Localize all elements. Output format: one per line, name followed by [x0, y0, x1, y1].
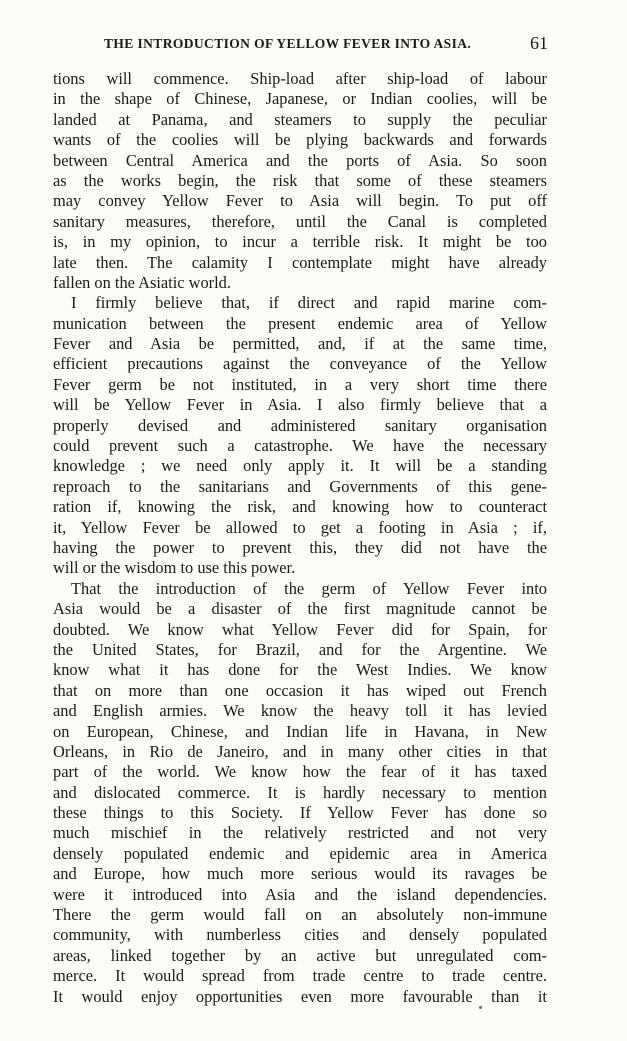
- text-line: in the shape of Chinese, Japanese, or Indian coolies, will be: [53, 89, 547, 109]
- text-line: merce. It would spread from trade centre to trade centre.: [53, 966, 547, 986]
- page-header: [58, 33, 548, 56]
- text-line: late then. The calamity I contemplate might have already: [53, 252, 547, 272]
- text-line: these things to this Society. If Yellow Fever has done so: [53, 803, 547, 823]
- paragraph-1: [53, 69, 547, 293]
- text-line: munication between the present endemic area of Yellow: [53, 313, 547, 333]
- text-line: and Europe, how much more serious would its ravages be: [53, 864, 547, 884]
- text-line: landed at Panama, and steamers to supply the peculiar: [53, 109, 547, 129]
- text-line: tions will commence. Ship-load after ship-load of labour: [53, 69, 547, 88]
- text-line: properly devised and administered sanitary organisation: [53, 415, 547, 435]
- text-line: is, in my opinion, to incur a terrible risk. It might be too: [53, 232, 547, 252]
- paragraph-3: [53, 579, 547, 1007]
- text-line: will or the wisdom to use this power.: [53, 558, 296, 578]
- text-line: doubted. We know what Yellow Fever did for Spain, for: [53, 619, 547, 639]
- text-line: part of the world. We know how the fear of it has taxed: [53, 762, 547, 782]
- text-line: were it introduced into Asia and the island dependencies.: [53, 884, 547, 904]
- running-title: THE INTRODUCTION OF YELLOW FEVER INTO ASIA.: [104, 36, 472, 51]
- text-line: That the introduction of the germ of Yellow Fever into: [71, 578, 547, 598]
- text-line: between Central America and the ports of Asia. So soon: [53, 150, 547, 170]
- text-line: will be Yellow Fever in Asia. I also firmly believe that a: [53, 395, 547, 415]
- text-line: and dislocated commerce. It is hardly necessary to mention: [53, 782, 547, 802]
- text-line: may convey Yellow Fever to Asia will begin. To put off: [53, 191, 547, 211]
- text-line: on European, Chinese, and Indian life in Havana, in New: [53, 721, 547, 741]
- body-text: [53, 69, 547, 1007]
- text-line: densely populated endemic and epidemic area in America: [53, 843, 547, 863]
- text-line: know what it has done for the West Indies. We know: [53, 660, 547, 680]
- text-line: that on more than one occasion it has wiped out French: [53, 680, 547, 700]
- text-line: the United States, for Brazil, and for the Argentine. We: [53, 639, 547, 659]
- text-line: Asia would be a disaster of the first magnitude cannot be: [53, 599, 547, 619]
- text-line: It would enjoy opportunities even more favourable than it: [53, 986, 547, 1006]
- text-line: much mischief in the relatively restricted and not very: [53, 823, 547, 843]
- text-line: ration if, knowing the risk, and knowing how to counteract: [53, 497, 547, 517]
- text-line: it, Yellow Fever be allowed to get a footing in Asia ; if,: [53, 517, 547, 537]
- text-line: sanitary measures, therefore, until the Canal is completed: [53, 211, 547, 231]
- text-line: Fever and Asia be permitted, and, if at the same time,: [53, 334, 547, 354]
- text-line: having the power to prevent this, they did not have the: [53, 537, 547, 557]
- text-line: and English armies. We know the heavy toll it has levied: [53, 701, 547, 721]
- text-line: community, with numberless cities and densely populated: [53, 925, 547, 945]
- text-line: reproach to the sanitarians and Governments of this gene-: [53, 476, 547, 496]
- text-line: fallen on the Asiatic world.: [53, 272, 231, 292]
- text-line: Fever germ be not instituted, in a very short time there: [53, 374, 547, 394]
- text-line: efficient precautions against the conveyance of the Yellow: [53, 354, 547, 374]
- text-line: could prevent such a catastrophe. We have the necessary: [53, 436, 547, 456]
- page-number: 61: [530, 33, 548, 53]
- text-line: areas, linked together by an active but unregulated com-: [53, 945, 547, 965]
- text-line: knowledge ; we need only apply it. It will be a standing: [53, 456, 547, 476]
- text-line: as the works begin, the risk that some of these steamers: [53, 170, 547, 190]
- text-line: wants of the coolies will be plying backwards and forwards: [53, 130, 547, 150]
- text-line: Orleans, in Rio de Janeiro, and in many other cities in that: [53, 741, 547, 761]
- paragraph-2: [53, 293, 547, 578]
- text-line: There the germ would fall on an absolutely non-immune: [53, 905, 547, 925]
- print-speck: [479, 1006, 482, 1009]
- text-line: I firmly believe that, if direct and rapid marine com-: [71, 293, 547, 313]
